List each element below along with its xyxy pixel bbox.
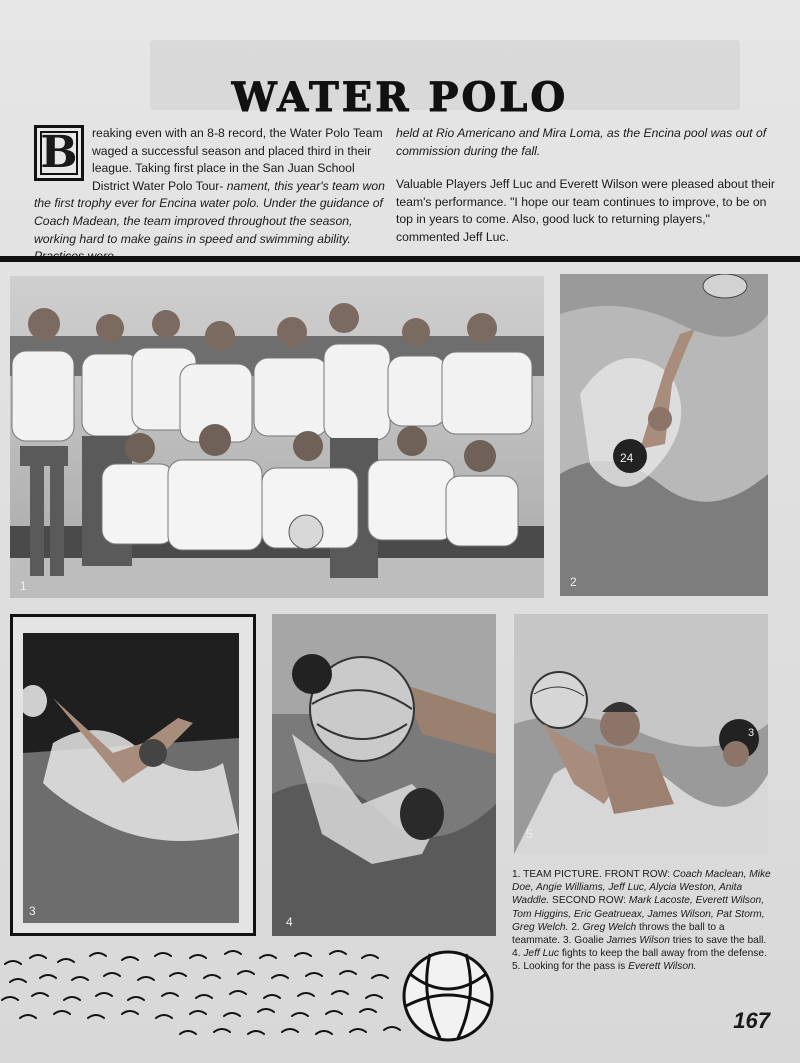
photo-number-4: 4 [286,915,293,929]
article-column-1 [34,125,390,266]
photo-number-1: 1 [20,579,27,593]
photo-5-pass [514,614,768,854]
caption-text: 1. TEAM PICTURE. FRONT ROW: [512,869,673,880]
article-col2-italic: held at Rio Americano and Mira Loma, as the Encina pool was out of commission during the fall. [396,126,767,158]
photo-2-throw [560,274,768,596]
article-intro-italic: nament, this year's team won the first trophy ever for Encina water polo. Under the guidance of Coach Madean, the team improved throughout the season, working hard to make gains in speed and swimming ability. [34,178,385,246]
page-number: 167 [733,1008,770,1033]
cap-number-text: 24 [620,451,634,465]
page-title: WATER POLO [231,74,569,121]
article-col2-paragraph: Valuable Players Jeff Luc and Everett Wilson were pleased about their team's performance. "I hope our team continues to improve, to be on top in years to come. Also, good luck to returning players," commented Jeff Luc. [396,177,775,244]
photo-number-5: 5 [526,827,533,841]
caption-text: fights to keep the ball away from the defense. 5. Looking for the pass is [512,948,767,973]
drop-cap: B [34,125,84,181]
caption-text: throws the ball to a teammate. 3. Goalie [512,921,725,947]
caption-text: tries to save the ball. 4. [512,935,767,960]
caption-text: SECOND ROW: [549,895,629,907]
decorative-ball-graphic [0,944,500,1044]
caption-italic: Everett Wilson. [628,961,697,973]
caption-text: 2. [568,921,583,933]
photo-3-goalie [23,633,239,923]
caption-italic: Coach Maclean, Mike Doe, Angie Williams, Jeff Luc, Alycia Weston, Anita Waddle. [512,869,771,907]
cap-number-text-5: 3 [748,727,755,739]
team-picture-photo [10,276,544,598]
water-polo-ball-icon [404,952,492,1040]
photo-3-frame [10,614,256,936]
photo-number-3: 3 [29,904,36,918]
caption-italic: James Wilson [606,935,670,947]
caption-italic: Mark Lacoste, Everett Wilson, Tom Higgins, Eric Geatrueax, James Wilson, Pat Storm, Greg Welch. [512,895,765,933]
caption-italic: Greg Welch [582,921,637,933]
article-column-2 [396,125,776,263]
caption-italic: Jeff Luc [523,948,560,960]
divider-bar [0,256,800,262]
photo-4-ball-fight [272,614,496,936]
photo-caption [512,868,774,974]
article-intro-text: reaking even with an 8-8 record, the Water Polo Team waged a successful season and placed third in their league. Taking first place in the San Juan School District Water Polo Tour- [92,126,383,193]
photo-number-2: 2 [570,575,577,589]
